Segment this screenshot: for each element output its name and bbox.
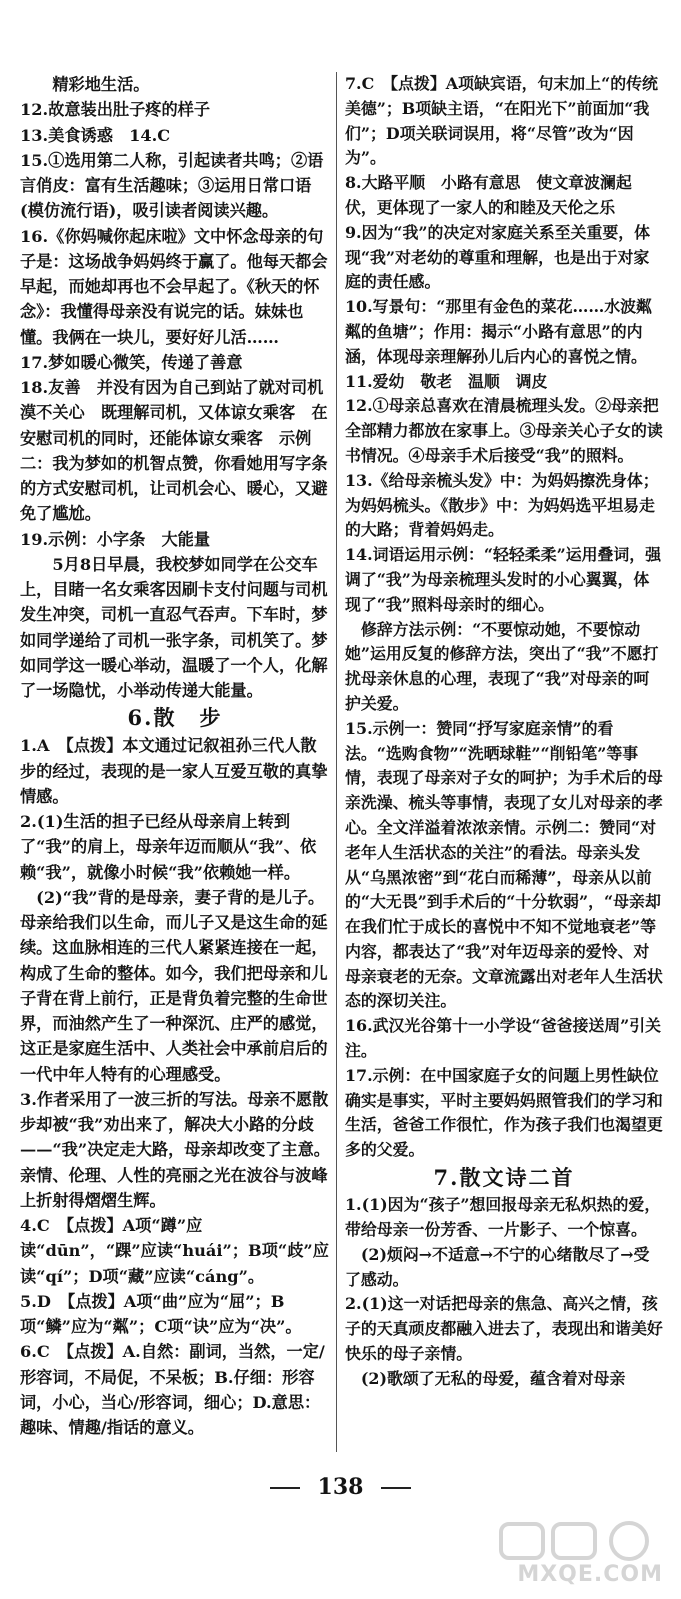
answer-entry: 11.爱幼 敬老 温顺 调皮: [345, 371, 548, 391]
answer-entry: 13.《给母亲梳头发》中：为妈妈擦洗身体；为妈妈梳头。《散步》中：为妈妈选平坦易走的大路；背着妈妈走。: [345, 470, 659, 540]
answer-entry: (2)歌颂了无私的母爱，蕴含着对母亲: [345, 1368, 626, 1388]
answer-entry: 17.示例：在中国家庭子女的问题上男性缺位确实是事实，平时主要妈妈照管我们的学习和生活，爸爸工作很忙，作为孩子我们也渴望更多的父爱。: [345, 1065, 663, 1160]
left-column: [20, 72, 330, 1440]
answer-entry: 12.故意装出肚子疼的样子: [20, 100, 211, 120]
answer-entry: 16.武汉光谷第十一小学设“爸爸接送周”引关注。: [345, 1016, 662, 1061]
column-divider: [336, 72, 337, 1452]
page-number: [0, 1474, 681, 1500]
answer-entry: 5月8日早晨，我校梦如同学在公交车上，目睹一名女乘客因刷卡支付问题与司机发生冲突，司机一直忍气吞声。下车时，梦如同学递给了司机一张字条，司机笑了。梦如同学这一暖心举动，温暖了一个人，化解了一场隐忧，小举动传递大能量。: [20, 554, 328, 700]
answer-entry: (2)烦闷→不适意→不宁的心绪散尽了→受了感动。: [345, 1244, 650, 1289]
watermark-logo: [481, 1519, 671, 1589]
answer-entry: 2.(1)这一对话把母亲的焦急、高兴之情，孩子的天真顽皮都融入进去了，表现出和谐美好快乐的母子亲情。: [345, 1294, 663, 1364]
answer-entry: 1.(1)因为“孩子”想回报母亲无私炽热的爱，带给母亲一份芳香、一片影子、一个惊喜。: [345, 1195, 661, 1240]
answer-entry: 修辞方法示例：“不要惊动她，不要惊动她”运用反复的修辞方法，突出了“我”不愿打扰母亲休息的心理，表现了“我”对母亲的呵护关爱。: [345, 619, 659, 713]
answer-entry: (2)“我”背的是母亲，妻子背的是儿子。母亲给我们以生命，而儿子又是这生命的延续。这血脉相连的三代人紧紧连接在一起，构成了生命的整体。如今，我们把母亲和儿子背在背上前行，正是背负着完整的生命世界，而油然产生了一种深沉、庄严的感觉，这正是家庭生活中、人类社会中承前启后的一代中年人特有的心理感受。: [20, 887, 328, 1084]
answer-entry: 14.词语运用示例：“轻轻柔柔”运用叠词，强调了“我”为母亲梳理头发时的小心翼翼，体现了“我”照料母亲时的细心。: [345, 545, 662, 614]
answer-entry: 15.示例一：赞同“抒写家庭亲情”的看法。“选购食物”“洗晒球鞋”“削铅笔”等事情，表现了母亲对子女的呵护；为手术后的母亲洗澡、梳头等事情，表现了女儿对母亲的孝心。全文洋溢着浓浓亲情。示例二：赞同“对老年人生活状态的关注”的看法。母亲头发从“乌黑浓密”到“花白而稀薄”，母亲从以前的“大无畏”到手术后的“十分软弱”，“母亲却在我们忙于成长的喜悦中不知不觉地衰老”等内容，都表达了“我”对年迈母亲的爱怜、对母亲衰老的无奈。文章流露出对老年人生活状态的深切关注。: [345, 718, 663, 1011]
page-number-text: 138: [317, 1474, 364, 1500]
answer-entry: 8.大路平顺 小路有意思 使文章波澜起伏，更体现了一家人的和睦及天伦之乐: [345, 173, 632, 217]
answer-entry: 12.①母亲总喜欢在清晨梳理头发。②母亲把全部精力都放在家事上。③母亲关心子女的读书情况。④母亲手术后接受“我”的照料。: [345, 396, 663, 465]
answer-entry: 15.①选用第二人称，引起读者共鸣；②语言俏皮：富有生活趣味；③运用日常口语(模仿流行语)，吸引读者阅读兴趣。: [20, 150, 324, 221]
section-title: 6.散 步: [127, 705, 223, 731]
answer-entry: 6.C 【点拨】A.自然：副词，当然，一定/形容词，不局促，不呆板；B.仔细：形容词，小心，当心/形容词，细心；D.意思：趣味、情趣/指话的意义。: [20, 1342, 325, 1438]
answer-entry: 精彩地生活。: [20, 75, 150, 94]
answer-entry: 5.D 【点拨】A项“曲”应为“屈”；B项“鳞”应为“粼”；C项“诀”应为“决”。: [20, 1291, 302, 1337]
answer-entry: 17.梦如暖心微笑，传递了善意: [20, 352, 243, 372]
answer-entry: 3.作者采用了一波三折的写法。母亲不愿散步却被“我”劝出来了，解决大小路的分歧——“我”决定走大路，母亲却改变了主意。亲情、伦理、人性的亮丽之光在波谷与波峰上折射得熠熠生辉。: [20, 1089, 330, 1210]
answer-entry: 16.《你妈喊你起床啦》文中怀念母亲的句子是：这场战争妈妈终于赢了。他每天都会早起，而她却再也不会早起了。《秋天的怀念》：我懂得母亲没有说完的话。妹妹也懂。我俩在一块儿，要好好儿活……: [20, 226, 328, 347]
answer-entry: 9.因为“我”的决定对家庭关系至关重要，体现“我”对老幼的尊重和理解，也是出于对家庭的责任感。: [345, 222, 651, 292]
section-title: 7.散文诗二首: [433, 1165, 575, 1191]
answer-entry: 2.(1)生活的担子已经从母亲肩上转到了“我”的肩上，母亲年迈而顺从“我”、依赖“我”，就像小时候“我”依赖她一样。: [20, 812, 317, 882]
answer-entry: 18.友善 并没有因为自己到站了就对司机漠不关心 既理解司机，又体谅女乘客 在安慰司机的同时，还能体谅女乘客 示例二：我为梦如的机智点赞，你看她用写字条的方式安慰司机，让司机会心、暖心，又避免了尴尬。: [20, 378, 328, 524]
answer-entry: 1.A 【点拨】本文通过记叙祖孙三代人散步的经过，表现的是一家人互爱互敬的真挚情感。: [20, 736, 328, 806]
dash-left: [270, 1487, 300, 1489]
watermark-text: MXQE.COM: [517, 1562, 663, 1587]
right-column: [345, 72, 663, 1392]
answer-entry: 4.C 【点拨】A项“蹲”应读“dūn”，“踝”应读“huái”；B项“歧”应读“qí”；D项“藏”应读“cáng”。: [20, 1216, 329, 1286]
answer-entry: 7.C 【点拨】A项缺宾语，句末加上“的传统美德”；B项缺主语，“在阳光下”前面加“我们”；D项关联词误用，将“尽管”改为“因为”。: [345, 74, 658, 168]
answer-entry: 19.示例：小字条 大能量: [20, 529, 211, 549]
dash-right: [381, 1487, 411, 1489]
answer-entry: 10.写景句：“那里有金色的菜花……水波粼粼的鱼塘”；作用：揭示“小路有意思”的内涵，体现母亲理解孙儿后内心的喜悦之情。: [345, 297, 652, 366]
answer-entry: 13.美食诱惑 14.C: [20, 125, 171, 145]
